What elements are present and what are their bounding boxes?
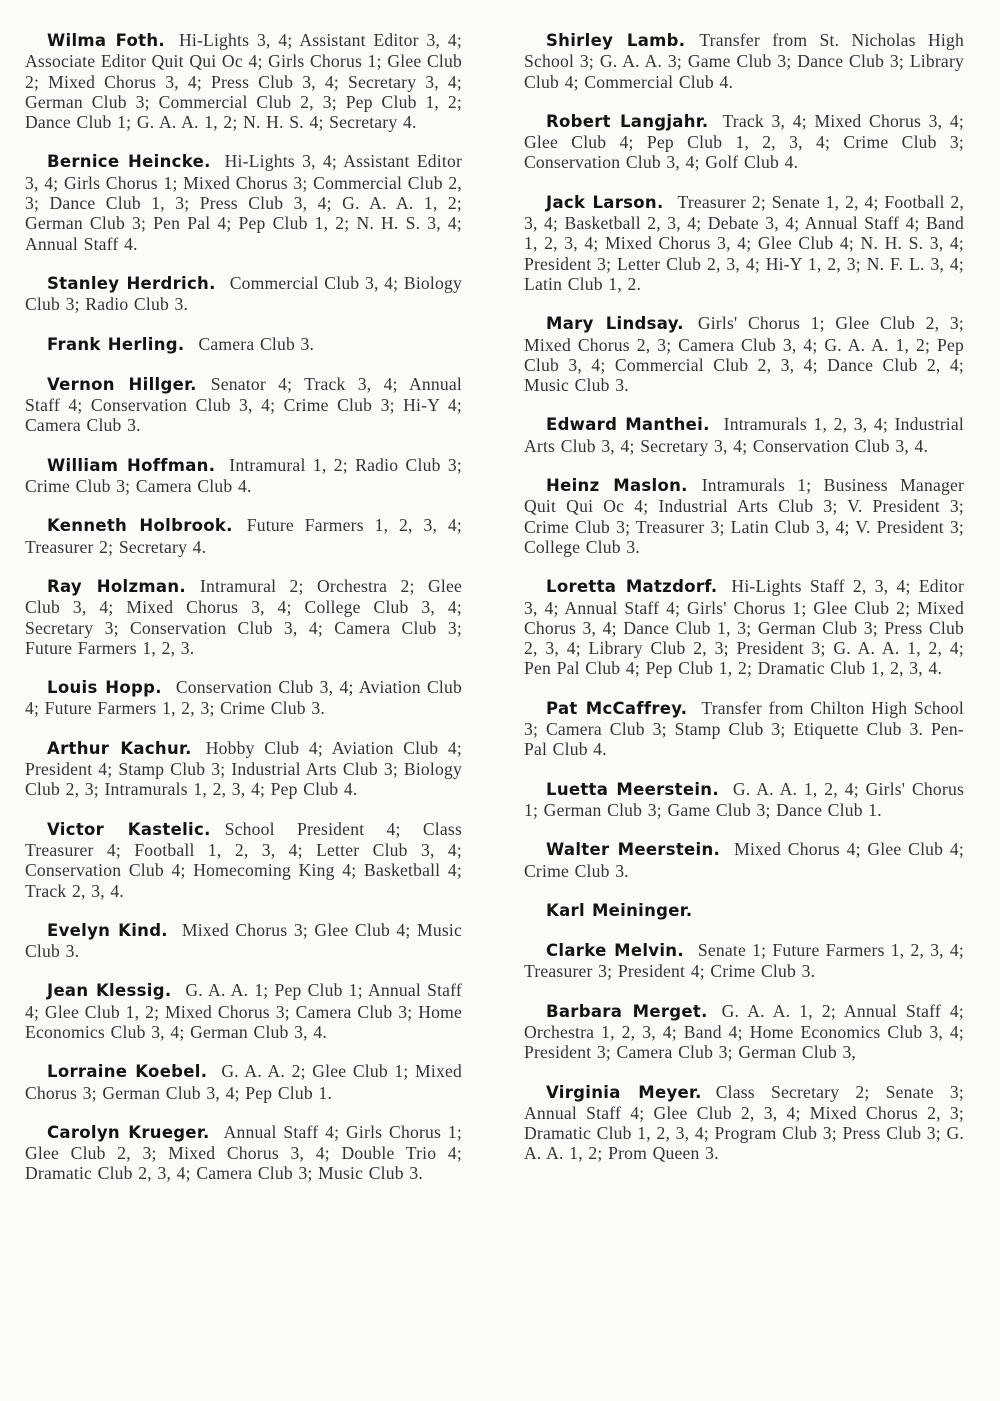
student-activities: Hi-Lights Staff 2, 3, 4; Editor 3, 4; Annual Staff 4; Girls' Chorus 1; Glee Club 2; Mixed Chorus 3, 4; Dance Club 1, 3; German Club 3; Press Club 2, 3, 4; Library Club 2, 3; President 3; G. A. A. 1, 2, 4; Pen Pal Club 4; Pep Club 1, 2; Dramatic Club 1, 2, 3, 4.: [524, 576, 964, 679]
student-entry: [524, 111, 964, 173]
student-name: Edward Manthei.: [546, 415, 710, 435]
student-name: Virginia Meyer.: [546, 1082, 702, 1102]
student-entry: [524, 940, 964, 982]
student-name: William Hoffman.: [47, 455, 216, 475]
student-activities: Hi-Lights 3, 4; Assistant Editor 3, 4; Girls Chorus 1; Mixed Chorus 3; Commercial Club 2, 3; Dance Club 1, 3; Press Club 3, 4; G. A. A. 1, 2; German Club 3; Pen Pal 4; Pep Club 1, 2; N. H. S. 3, 4; Annual Staff 4.: [25, 151, 463, 254]
student-entry: [524, 1082, 964, 1164]
student-entry: [25, 30, 462, 132]
student-entry: [524, 576, 964, 678]
student-entry: [25, 980, 462, 1042]
student-activities: G. A. A. 1, 2; Annual Staff 4; Orchestra 1, 2, 3, 4; Band 4; Home Economics Club 3, 4; President 3; Camera Club 3; German Club 3,: [524, 1000, 964, 1063]
student-name: Heinz Maslon.: [546, 476, 688, 496]
student-activities: G. A. A. 1, 2, 4; Girls' Chorus 1; German Club 3; Game Club 3; Dance Club 1.: [524, 778, 964, 820]
student-activities: School President 4; Class Treasurer 4; Football 1, 2, 3, 4; Letter Club 3, 4; Conservation Club 4; Homecoming King 4; Basketball 4; Track 2, 3, 4.: [25, 818, 462, 901]
student-activities: Intramural 2; Orchestra 2; Glee Club 3, 4; Mixed Chorus 3, 4; College Club 3, 4; Secretary 3; Conservation Club 3, 4; Camera Club 3; Future Farmers 1, 2, 3.: [25, 575, 462, 658]
student-name: Stanley Herdrich.: [47, 273, 216, 293]
student-name: Shirley Lamb.: [546, 31, 686, 50]
right-column: [524, 30, 964, 1183]
student-entry: [25, 576, 462, 658]
student-activities: Girls' Chorus 1; Glee Club 2, 3; Mixed Chorus 2, 3; Camera Club 3, 4; G. A. A. 1, 2; Pep Club 3, 4; Commercial Club 2, 3, 4; Dance Club 2, 4; Music Club 3.: [524, 313, 964, 396]
student-activities: Mixed Chorus 4; Glee Club 4; Crime Club 3.: [524, 839, 964, 881]
student-activities: Senate 1; Future Farmers 1, 2, 3, 4; Treasurer 3; President 4; Crime Club 3.: [524, 940, 964, 982]
left-column: [25, 30, 462, 1203]
student-name: Lorraine Koebel.: [47, 1062, 208, 1082]
student-entry: [25, 677, 462, 719]
student-entry: [25, 334, 462, 355]
student-name: Clarke Melvin.: [546, 941, 684, 961]
student-name: Robert Langjahr.: [546, 111, 709, 131]
student-name: Mary Lindsay.: [546, 314, 684, 334]
student-activities: Class Secretary 2; Senate 3; Annual Staff 4; Glee Club 2, 3, 4; Mixed Chorus 2, 3; Dramatic Club 1, 2, 3, 4; Program Club 3; Press Club 3; G. A. A. 1, 2; Prom Queen 3.: [524, 1081, 964, 1164]
student-name: Frank Herling.: [47, 334, 185, 354]
student-name: Jean Klessig.: [47, 981, 172, 1001]
student-entry: [524, 698, 964, 760]
student-activities: Mixed Chorus 3; Glee Club 4; Music Club 3.: [25, 919, 462, 962]
student-name: Barbara Merget.: [546, 1001, 708, 1021]
student-activities: Hi-Lights 3, 4; Assistant Editor 3, 4; Associate Editor Quit Qui Oc 4; Girls Chorus 1; Glee Club 2; Mixed Chorus 3, 4; Press Club 3, 4; Secretary 3, 4; German Club 3; Commercial Club 2, 3; Pep Club 1, 2; Dance Club 1; G. A. A. 1, 2; N. H. S. 4; Secretary 4.: [25, 30, 462, 133]
student-name: Walter Meerstein.: [546, 840, 721, 860]
student-entry: [524, 313, 964, 395]
student-activities: Future Farmers 1, 2, 3, 4; Treasurer 2; Secretary 4.: [25, 515, 462, 557]
student-name: Arthur Kachur.: [47, 738, 192, 758]
student-name: Loretta Matzdorf.: [546, 577, 718, 597]
student-activities: Senator 4; Track 3, 4; Annual Staff 4; Conservation Club 3, 4; Crime Club 3; Hi-Y 4; Camera Club 3.: [25, 373, 462, 436]
student-name: Vernon Hillger.: [47, 374, 197, 394]
student-name: Kenneth Holbrook.: [47, 516, 233, 536]
student-entry: [25, 819, 462, 901]
student-activities: Transfer from St. Nicholas High School 3; G. A. A. 3; Game Club 3; Dance Club 3; Library Club 4; Commercial Club 4.: [524, 30, 964, 92]
student-activities: G. A. A. 2; Glee Club 1; Mixed Chorus 3; German Club 3, 4; Pep Club 1.: [25, 1061, 462, 1103]
student-name: Jack Larson.: [546, 192, 664, 212]
student-name: Luetta Meerstein.: [546, 779, 719, 799]
student-activities: Conservation Club 3, 4; Aviation Club 4; Future Farmers 1, 2, 3; Crime Club 3.: [25, 677, 462, 719]
student-name: Louis Hopp.: [47, 678, 162, 698]
student-entry: [524, 414, 964, 456]
student-entry: [524, 1001, 964, 1063]
student-entry: [25, 151, 462, 253]
student-activities: Intramurals 1; Business Manager Quit Qui Oc 4; Industrial Arts Club 3; V. President 3; Crime Club 3; Treasurer 3; Latin Club 3, 4; V. President 3; College Club 3.: [524, 475, 965, 557]
student-entry: [25, 455, 462, 497]
student-entry: [25, 374, 462, 436]
student-entry: [25, 1122, 462, 1184]
student-entry: [524, 839, 964, 881]
student-entry: [25, 515, 462, 557]
student-name: Carolyn Krueger.: [47, 1122, 210, 1142]
student-entry: [524, 900, 964, 921]
student-entry: [524, 192, 964, 294]
student-name: Pat McCaffrey.: [546, 698, 688, 718]
student-entry: [25, 920, 462, 962]
student-name: Ray Holzman.: [47, 576, 186, 596]
student-name: Evelyn Kind.: [47, 920, 168, 940]
student-entry: [524, 475, 964, 557]
student-name: Bernice Heincke.: [47, 152, 211, 172]
student-entry: [25, 738, 462, 800]
student-entry: [25, 273, 462, 315]
student-activities: G. A. A. 1; Pep Club 1; Annual Staff 4; Glee Club 1, 2; Mixed Chorus 3; Camera Club 3; Home Economics Club 3, 4; German Club 3, 4.: [25, 980, 462, 1042]
student-activities: Annual Staff 4; Girls Chorus 1; Glee Club 2, 3; Mixed Chorus 3, 4; Double Trio 4; Dramatic Club 2, 3, 4; Camera Club 3; Music Club 3.: [25, 1121, 462, 1184]
student-name: Karl Meininger.: [546, 900, 693, 920]
student-activities: Hobby Club 4; Aviation Club 4; President 4; Stamp Club 3; Industrial Arts Club 3; Biology Club 2, 3; Intramurals 1, 2, 3, 4; Pep Club 4.: [25, 737, 462, 800]
student-activities: Track 3, 4; Mixed Chorus 3, 4; Glee Club 4; Pep Club 1, 2, 3, 4; Crime Club 3; Conservation Club 3, 4; Golf Club 4.: [524, 110, 964, 173]
student-activities: Intramural 1, 2; Radio Club 3; Crime Club 3; Camera Club 4.: [25, 454, 462, 497]
student-name: Victor Kastelic.: [47, 819, 211, 839]
student-activities: Treasurer 2; Senate 1, 2, 4; Football 2, 3, 4; Basketball 2, 3, 4; Debate 3, 4; Annual Staff 4; Band 1, 2, 3, 4; Mixed Chorus 3, 4; Glee Club 4; N. H. S. 3, 4; President 3; Letter Club 2, 3, 4; Hi-Y 1, 2, 3; N. F. L. 3, 4; Latin Club 1, 2.: [524, 191, 964, 294]
student-activities: Camera Club 3.: [198, 333, 315, 354]
student-activities: Intramurals 1, 2, 3, 4; Industrial Arts Club 3, 4; Secretary 3, 4; Conservation Club 3, 4.: [524, 414, 964, 456]
student-activities: Transfer from Chilton High School 3; Camera Club 3; Stamp Club 3; Etiquette Club 3. Pen-Pal Club 4.: [524, 697, 964, 760]
student-name: Wilma Foth.: [47, 31, 165, 50]
student-entry: [524, 779, 964, 821]
student-activities: Commercial Club 3, 4; Biology Club 3; Radio Club 3.: [25, 272, 463, 315]
student-entry: [25, 1061, 462, 1103]
student-entry: [524, 30, 964, 92]
